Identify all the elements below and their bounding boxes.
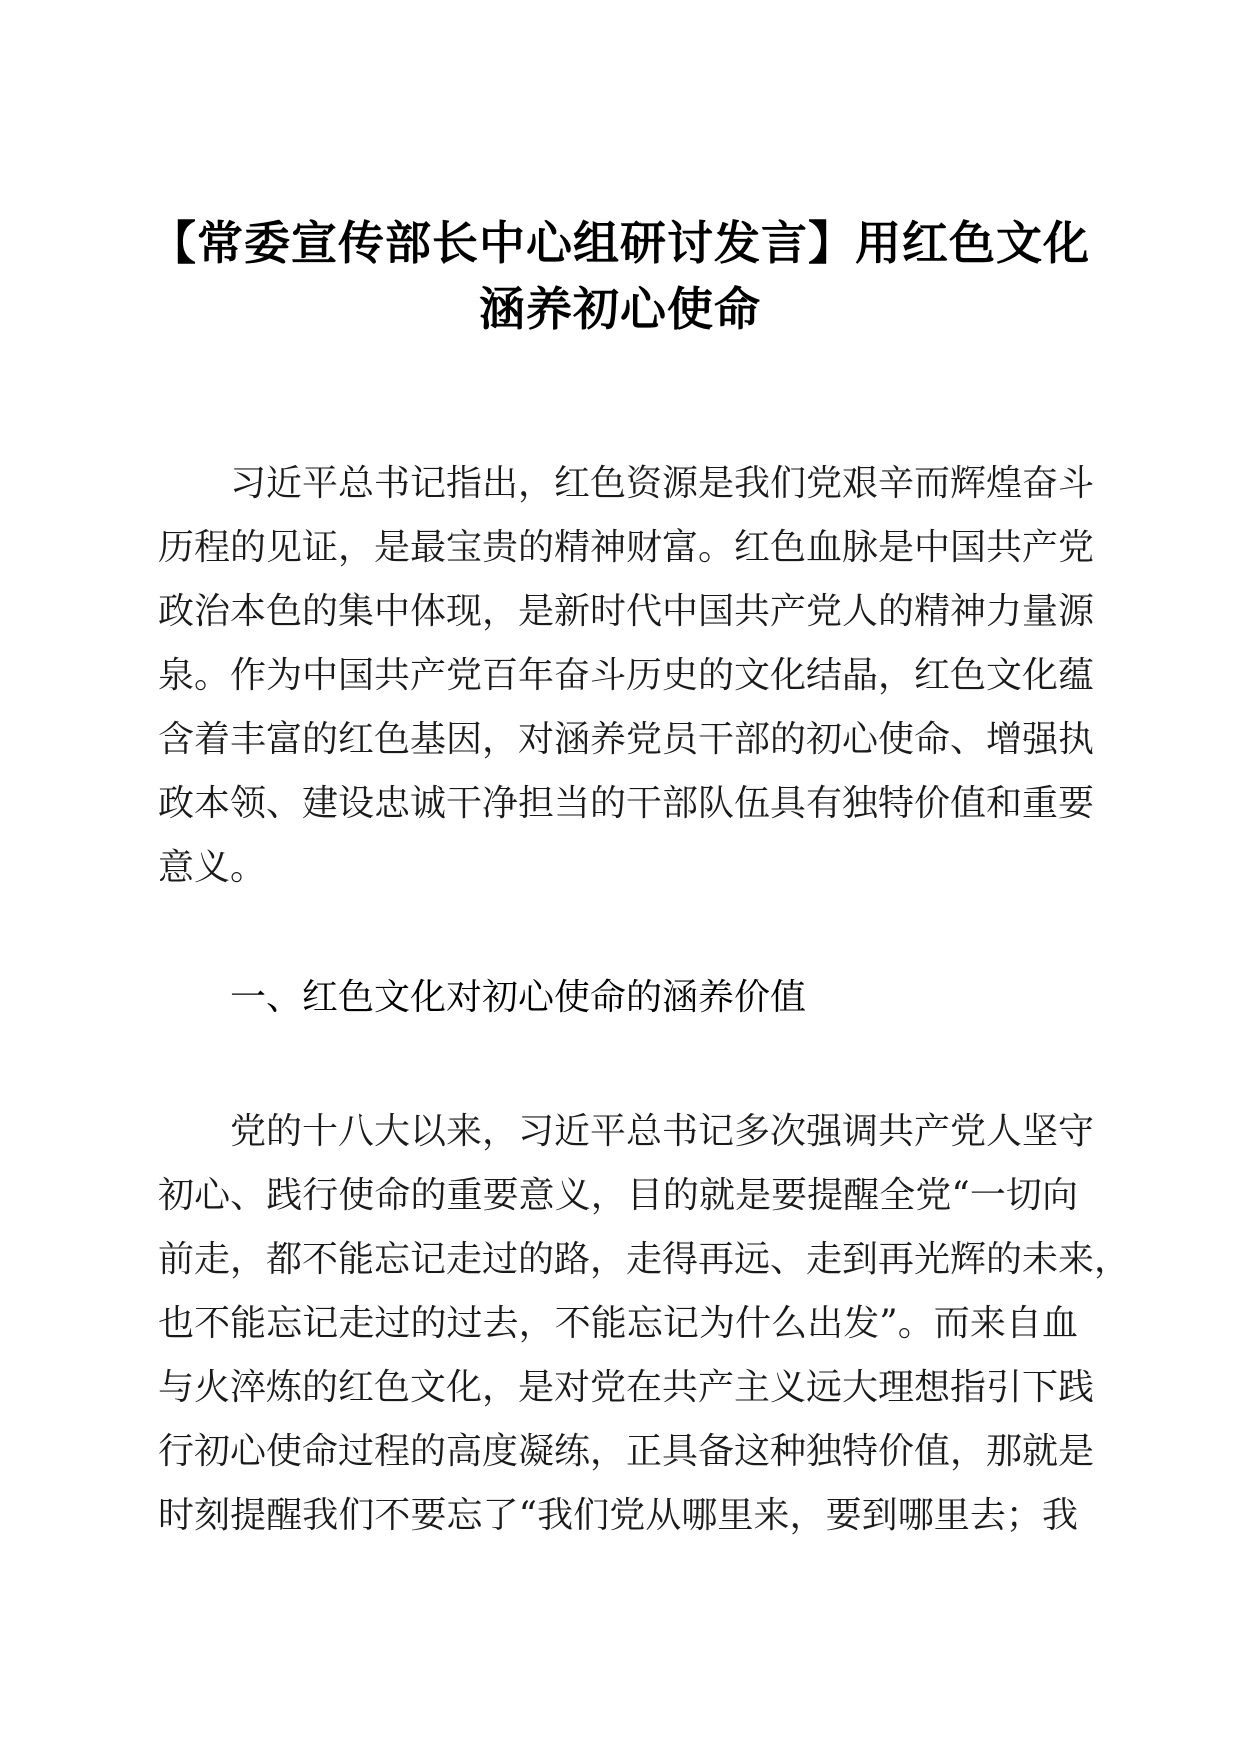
paragraph-line: 政本领、建设忠诚干净担当的干部队伍具有独特价值和重要 — [158, 783, 1095, 824]
paragraph-line: 党的十八大以来，习近平总书记多次强调共产党人坚守 — [230, 1111, 1095, 1152]
paragraph-line: 也不能忘记走过的过去，不能忘记为什么出发”。而来自血 — [158, 1303, 1078, 1344]
paragraph-line: 习近平总书记指出，红色资源是我们党艰辛而辉煌奋斗 — [230, 463, 1095, 504]
paragraph-line: 含着丰富的红色基因，对涵养党员干部的初心使命、增强执 — [158, 719, 1095, 760]
paragraph-line: 意义。 — [158, 847, 267, 888]
paragraph-line: 行初心使命过程的高度凝练，正具备这种独特价值，那就是 — [158, 1431, 1095, 1472]
document-title — [150, 210, 1090, 342]
section1-paragraph — [158, 1100, 1131, 1548]
intro-paragraph — [158, 452, 1095, 900]
title-line: 涵养初心使命 — [479, 282, 761, 336]
section-heading: 一、红色文化对初心使命的涵养价值 — [230, 977, 807, 1018]
paragraph-line: 历程的见证，是最宝贵的精神财富。红色血脉是中国共产党 — [158, 527, 1095, 568]
paragraph-line: 政治本色的集中体现，是新时代中国共产党人的精神力量源 — [158, 591, 1095, 632]
paragraph-line: 时刻提醒我们不要忘了“我们党从哪里来，要到哪里去；我 — [158, 1495, 1078, 1536]
paragraph-line: 初心、践行使命的重要意义，目的就是要提醒全党“一切向 — [158, 1175, 1078, 1216]
paragraph-line: 前走，都不能忘记走过的路，走得再远、走到再光辉的未来， — [158, 1239, 1131, 1280]
paragraph-line: 泉。作为中国共产党百年奋斗历史的文化结晶，红色文化蕴 — [158, 655, 1095, 696]
paragraph-line: 与火淬炼的红色文化，是对党在共产主义远大理想指引下践 — [158, 1367, 1095, 1408]
title-line: 【常委宣传部长中心组研讨发言】用红色文化 — [150, 216, 1090, 270]
